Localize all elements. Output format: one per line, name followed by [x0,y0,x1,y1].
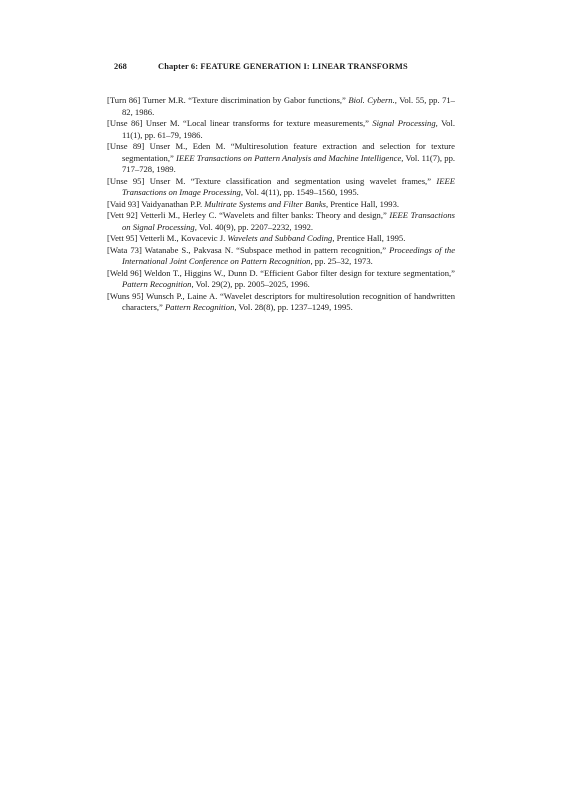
reference-details: , Vol. 11(1), pp. 61–79, 1986. [122,118,455,140]
reference-text: Turner M.R. “Texture discrimination by Gabor functions,” [142,95,349,105]
running-title: Chapter 6: FEATURE GENERATION I: LINEAR TRANSFORMS [158,62,408,71]
reference-source: Pattern Recognition [122,279,192,289]
reference-entry [107,233,455,245]
reference-key: [Unse 89] [107,141,145,151]
reference-text: Watanabe S., Pakvasa N. “Subspace method in pattern recognition,” [144,244,390,255]
reference-source: Pattern Recognition [164,302,235,312]
reference-key: [Vett 92] [107,210,138,220]
reference-source: IEEE Transactions on Image Processing [122,175,455,197]
reference-key: [Unse 86] [107,118,143,128]
page-number: 268 [114,62,128,71]
reference-details: , Vol. 4(11), pp. 1549–1560, 1995. [240,187,359,197]
reference-source: IEEE Transactions on Signal Processing [122,210,456,232]
reference-text: Vetterli M., Kovacevic J. [139,233,228,243]
reference-entry [107,141,455,176]
reference-source: Multirate Systems and Filter Banks [204,198,326,209]
reference-details: , pp. 25–32, 1973. [310,256,373,266]
reference-entry [107,210,455,233]
reference-list [107,95,455,314]
reference-details: , Vol. 11(7), pp. 717–728, 1989. [122,152,456,174]
reference-source: Signal Processing [372,118,436,128]
reference-key: [Weld 96] [107,267,142,278]
reference-text: Weldon T., Higgins W., Dunn D. “Efficient Gabor filter design for texture segmentation,” [144,267,455,278]
reference-text: Vaidyanathan P.P. [141,198,205,209]
reference-entry [107,176,455,199]
reference-key: [Turn 86] [107,95,141,105]
reference-entry [107,199,455,211]
reference-source: IEEE Transactions on Pattern Analysis and Machine Intelligence [176,152,402,163]
reference-text: Unser M. “Texture classification and segmentation using wavelet frames,” [149,175,437,186]
reference-source: Proceedings of the International Joint Conference on Pattern Recognition [122,244,456,266]
reference-entry [107,291,455,314]
reference-key: [Vett 95] [107,233,138,243]
reference-details: , Prentice Hall, 1993. [325,198,400,209]
reference-text: Unser M., Eden M. “Multiresolution feature extraction and selection for texture segmentation,” [122,141,455,163]
reference-key: [Wuns 95] [107,290,144,301]
reference-details: , Vol. 29(2), pp. 2005–2025, 1996. [191,279,310,289]
running-header [114,62,454,71]
reference-text: Wunsch P., Laine A. “Wavelet descriptors for multiresolution recognition of handwritten characters,” [122,290,455,312]
reference-details: , Vol. 28(8), pp. 1237–1249, 1995. [234,302,353,312]
reference-source: Wavelets and Subband Coding [227,233,333,243]
reference-text: Unser M. “Local linear transforms for texture measurements,” [145,118,373,128]
reference-entry [107,118,455,141]
reference-entry [107,268,455,291]
reference-key: [Vaid 93] [107,198,140,209]
reference-details: , Prentice Hall, 1995. [332,233,406,243]
reference-source: Biol. Cybern. [348,95,395,105]
reference-details: , Vol. 55, pp. 71–82, 1986. [122,95,455,117]
reference-details: , Vol. 40(9), pp. 2207–2232, 1992. [194,221,314,232]
reference-key: [Wata 73] [107,244,142,255]
reference-entry [107,245,455,268]
reference-entry [107,95,455,118]
reference-text: Vetterli M., Herley C. “Wavelets and filter banks: Theory and design,” [140,210,390,220]
reference-key: [Unse 95] [107,175,145,186]
